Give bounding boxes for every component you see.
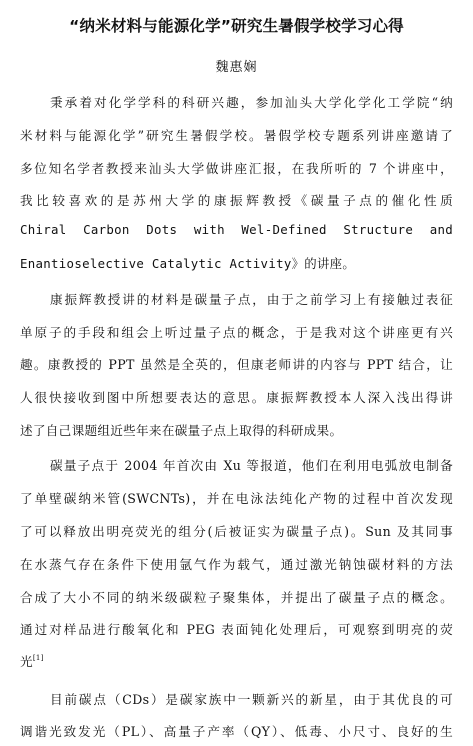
text-line: 康振辉教授讲的材料是碳量子点，由于之前学习上有接触过表征 xyxy=(50,292,453,307)
text-line: 了单壁碳纳米管(SWCNTs)，并在电泳法纯化产物的过程中首次发现 xyxy=(20,491,453,506)
text-line: 多位知名学者教授来汕头大学做讲座汇报，在我所听的 7 个讲座中， xyxy=(20,161,453,176)
text-line: 目前碳点（CDs）是碳家族中一颗新兴的新星，由于其优良的可 xyxy=(50,692,453,707)
text-line: 人很快接收到图中所想要表达的意思。康振辉教授本人深入浅出得讲 xyxy=(20,390,453,405)
text-line: 合成了大小不同的纳米级碳粒子聚集体，并提出了碳量子点的概念。 xyxy=(20,590,453,605)
text-line: 述了自己课题组近些年来在碳量子点上取得的科研成果。 xyxy=(20,423,343,438)
text-fragment: 光 xyxy=(20,654,33,669)
text-line: 调谐光致发光（PL）、高量子产率（QY）、低毒、小尺寸、良好的生 xyxy=(20,724,453,739)
citation-marker: [1] xyxy=(32,654,44,662)
text-line: Chiral Carbon Dots with Wel-Defined Structure and xyxy=(20,222,453,237)
text-line: Enantioselective Catalytic Activity》的讲座。 xyxy=(20,256,356,271)
text-line: 通过对样品进行酸氧化和 PEG 表面钝化处理后，可观察到明亮的荧 xyxy=(20,622,453,637)
text-line: 了可以释放出明亮荧光的组分(后被证实为碳量子点)。Sun 及其同事 xyxy=(20,524,453,539)
text-line: 趣。康教授的 PPT 虽然是全英的，但康老师讲的内容与 PPT 结合，让 xyxy=(20,357,453,372)
text-line: 我比较喜欢的是苏州大学的康振辉教授《碳量子点的催化性质 xyxy=(20,193,453,208)
text-line: 米材料与能源化学”研究生暑假学校。暑假学校专题系列讲座邀请了 xyxy=(20,128,453,143)
text-line: 单原子的手段和组会上听过量子点的概念，于是我对这个讲座更有兴 xyxy=(20,325,453,340)
author-name: 魏惠娴 xyxy=(215,60,258,75)
text-line xyxy=(20,651,44,670)
text-line: 在水蒸气存在条件下使用氩气作为载气，通过激光钠蚀碳材料的方法 xyxy=(20,557,453,572)
document-title: “纳米材料与能源化学”研究生暑假学校学习心得 xyxy=(69,17,404,35)
text-line: 碳量子点于 2004 年首次由 Xu 等报道，他们在利用电弧放电制备 xyxy=(50,458,453,473)
text-line: 秉承着对化学学科的科研兴趣，参加汕头大学化学化工学院“纳 xyxy=(50,95,453,110)
